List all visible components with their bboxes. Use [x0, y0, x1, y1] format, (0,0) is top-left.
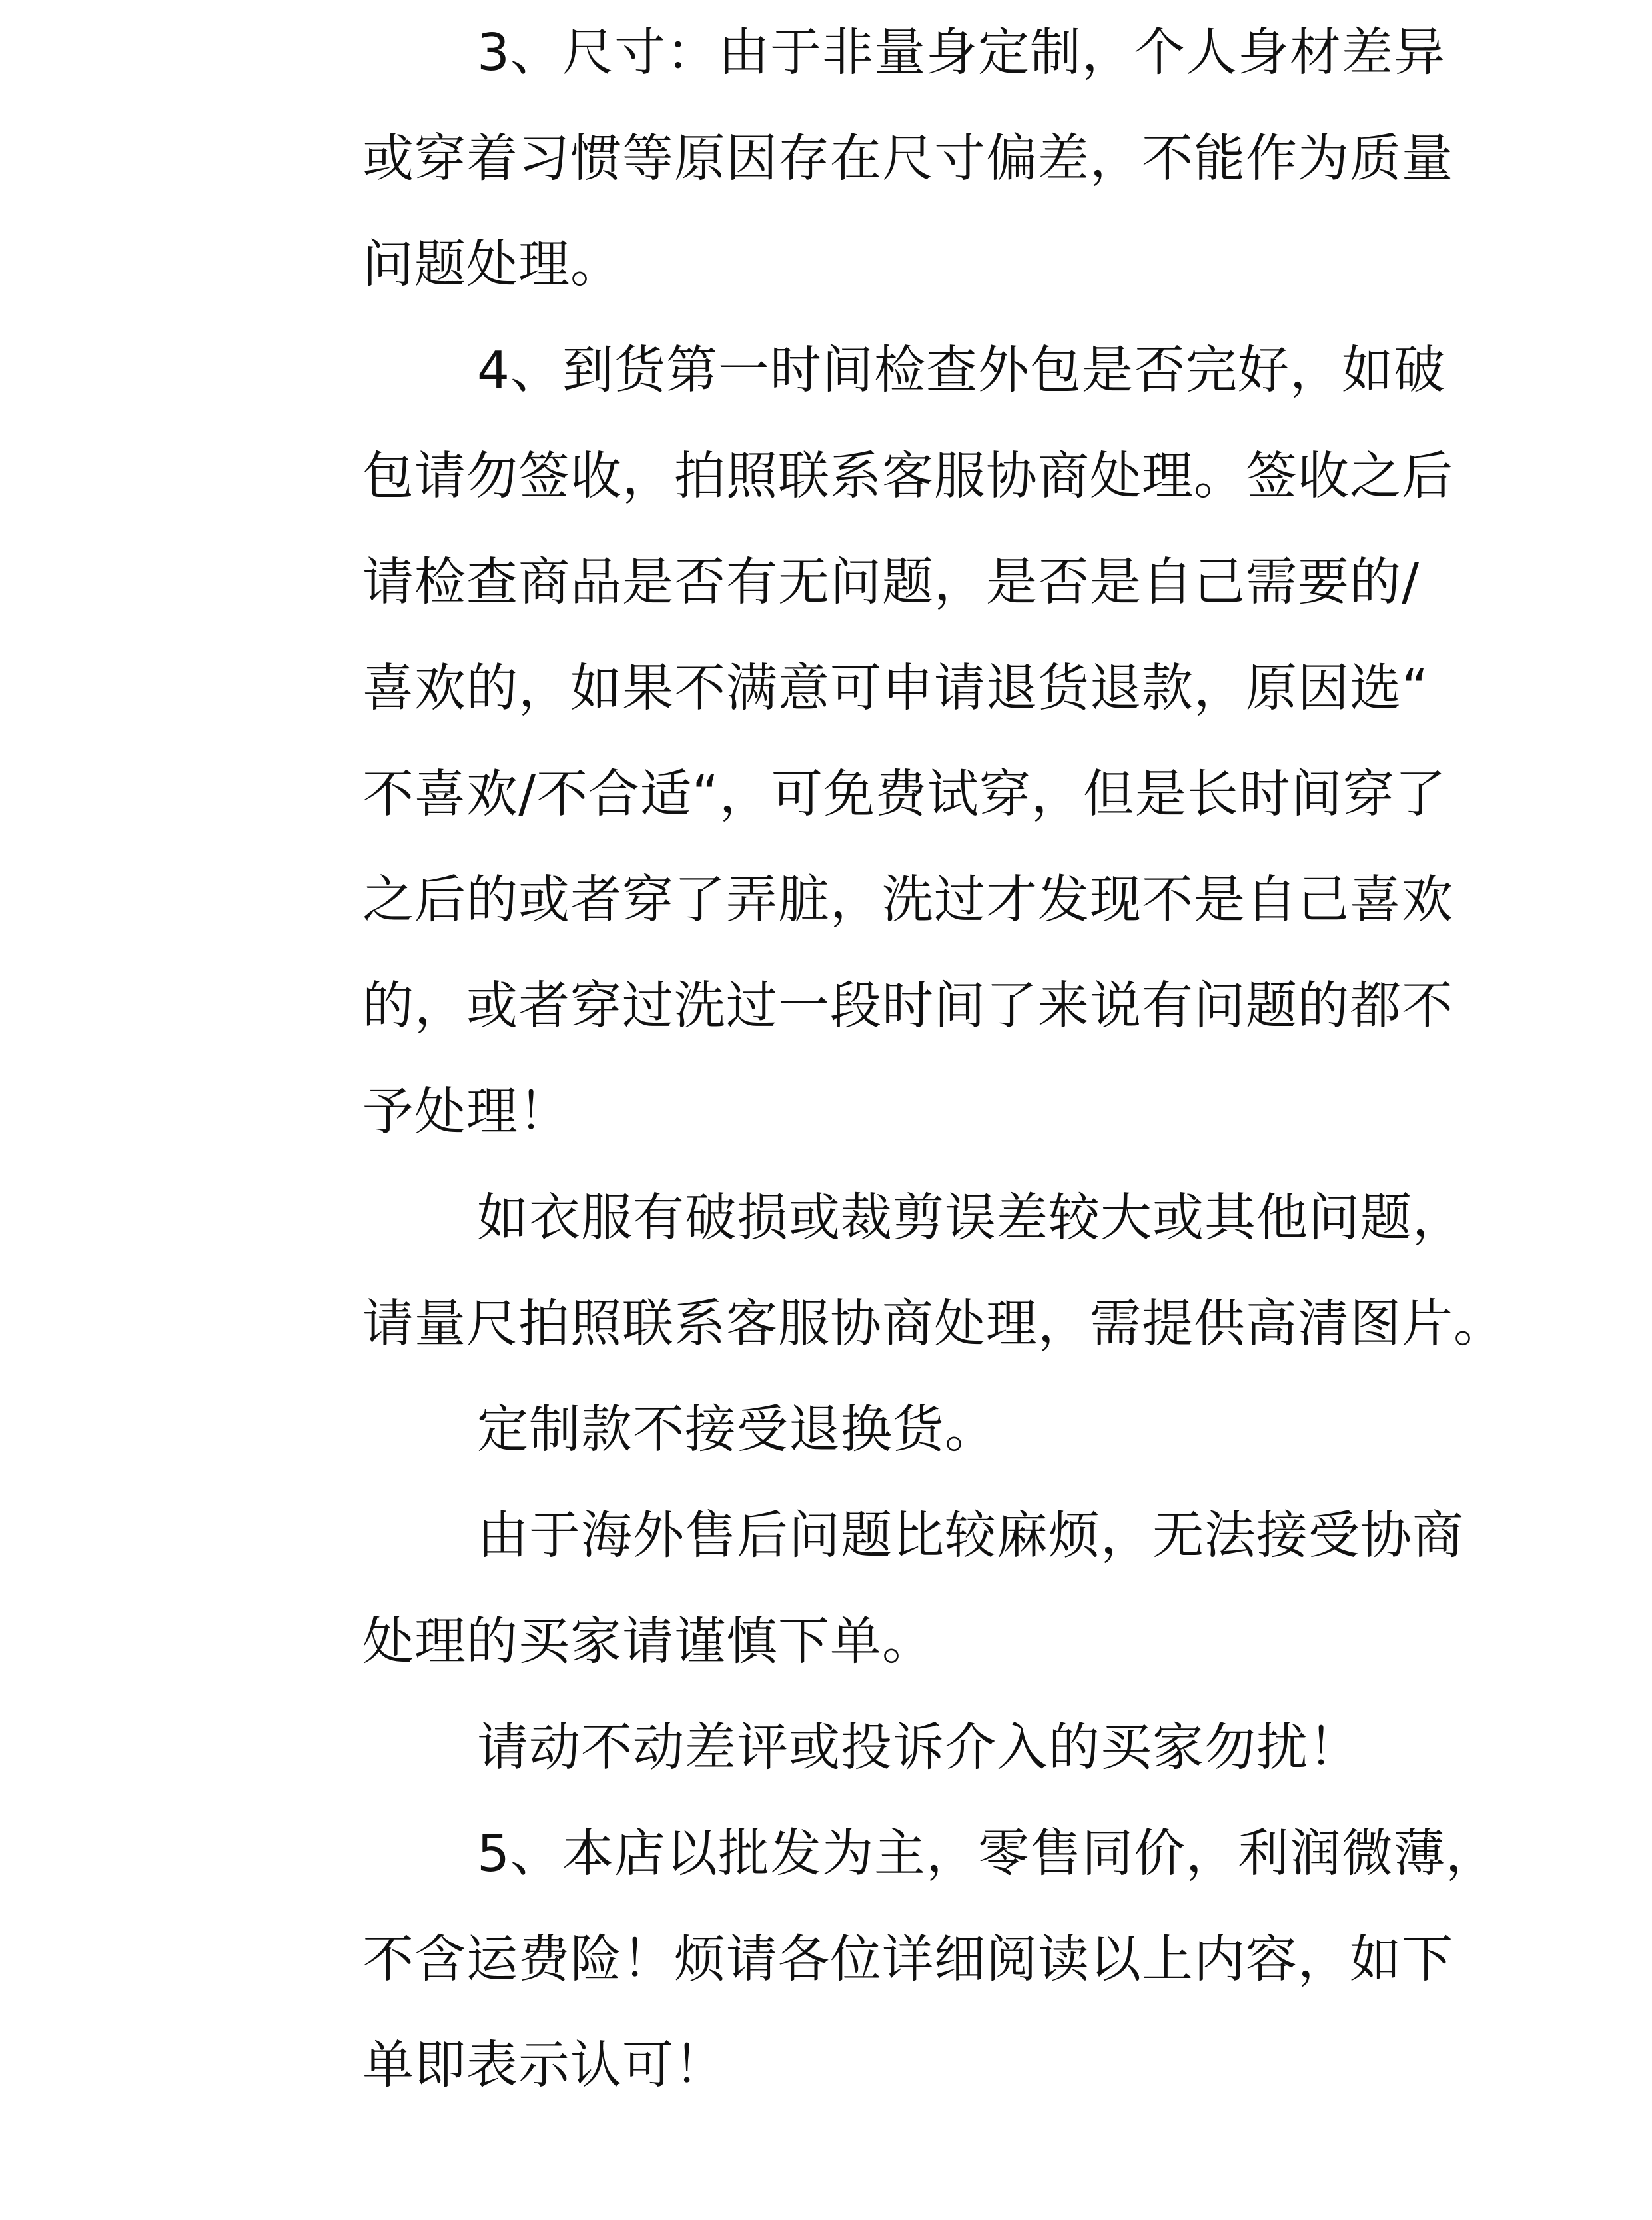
- paragraph-no-complaints: [248, 1695, 1447, 1801]
- text-line: 定制款不接受退换货。: [477, 1400, 997, 1460]
- text-body: [248, 0, 1505, 2119]
- text-line: 由于海外售后问题比较麻烦，无法接受协商: [477, 1506, 1464, 1566]
- text-line: 问题处理。: [362, 235, 622, 294]
- text-line: 不喜欢/不合适“，可免费试穿，但是长时间穿了: [362, 765, 1447, 824]
- text-line: 5、本店以批发为主，零售同价，利润微薄，: [477, 1824, 1497, 1884]
- text-line: 3、尺寸：由于非量身定制，个人身材差异: [477, 23, 1446, 83]
- text-line: 包请勿签收，拍照联系客服协商处理。签收之后: [362, 447, 1453, 506]
- text-line: 4、到货第一时间检查外包是否完好，如破: [477, 341, 1446, 400]
- paragraph-damage: [248, 1165, 1505, 1377]
- paragraph-delivery-check: [248, 318, 1453, 1165]
- text-line: 喜欢的，如果不满意可申请退货退款，原因选“: [362, 659, 1429, 718]
- text-line: 请检查商品是否有无问题，是否是自己需要的/: [362, 553, 1420, 612]
- text-line: 不含运费险！烦请各位详细阅读以上内容，如下: [362, 1930, 1453, 1989]
- paragraph-overseas: [248, 1483, 1464, 1695]
- text-line: 或穿着习惯等原因存在尺寸偏差，不能作为质量: [362, 129, 1453, 189]
- text-line: 如衣服有破损或裁剪误差较大或其他问题，: [477, 1189, 1464, 1248]
- paragraph-wholesale: [248, 1801, 1497, 2119]
- text-line: 予处理！: [362, 1083, 570, 1142]
- paragraph-custom-items: [248, 1377, 1447, 1483]
- text-line: 之后的或者穿了弄脏，洗过才发现不是自己喜欢: [362, 871, 1453, 930]
- text-line: 的，或者穿过洗过一段时间了来说有问题的都不: [362, 977, 1453, 1036]
- paragraph-size-notice: [248, 0, 1453, 318]
- text-line: 单即表示认可！: [362, 2036, 726, 2095]
- text-line: 处理的买家请谨慎下单。: [362, 1612, 934, 1672]
- text-line: 请量尺拍照联系客服协商处理，需提供高清图片。: [362, 1295, 1505, 1354]
- text-line: 请动不动差评或投诉介入的买家勿扰！: [477, 1718, 1360, 1778]
